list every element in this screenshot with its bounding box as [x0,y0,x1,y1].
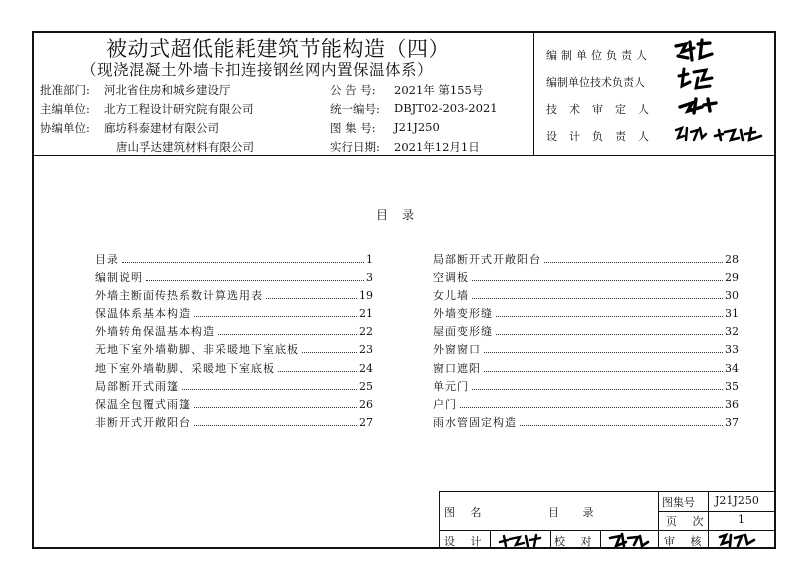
toc-item[interactable] [433,360,739,378]
toc-item[interactable] [95,251,373,269]
toc-leader [194,316,357,317]
signature-tech-head [676,66,718,92]
title-block-rule [658,492,659,549]
toc-leader [472,280,723,281]
signature-check [608,532,652,548]
toc-item-title: 编制说明 [95,271,143,285]
title-block-rule [600,530,601,549]
toc-item-title: 非断开式开敞阳台 [95,415,191,429]
page-value: 1 [738,513,745,526]
toc-item-page: 35 [725,379,739,393]
sign-row-tech-review: 技术审定人 [546,103,661,116]
toc-leader [544,262,723,263]
toc-item-page: 30 [725,289,739,303]
toc-item-page: 29 [725,271,739,285]
toc-leader [146,280,364,281]
toc-leader [182,389,357,390]
notice-label: 公 告 号: [330,83,376,97]
toc-leader [266,298,357,299]
toc-item[interactable] [95,269,373,287]
toc-item-page: 27 [359,415,373,429]
signature-tech-review [678,95,718,115]
toc-item-title: 地下室外墙勒脚、采暖地下室底板 [95,361,275,375]
toc-item-title: 局部断开式雨篷 [95,379,179,393]
toc-item-title: 屋面变形缝 [433,325,493,339]
toc-item-page: 19 [359,289,373,303]
toc-item-page: 22 [359,325,373,339]
signature-design-head-2 [713,124,765,144]
sign-row-unit-head: 编制单位负责人 [546,49,651,62]
toc-leader [194,425,357,426]
unified-value: DBJT02-203-2021 [394,101,498,115]
toc-item[interactable] [95,323,373,341]
toc-item[interactable] [433,378,739,396]
signature-review [718,532,758,548]
toc-item-page: 1 [366,253,373,266]
toc-item-title: 窗口遮阳 [433,361,481,375]
unified-label: 统一编号: [330,102,380,116]
toc-leader [460,407,723,408]
toc-item[interactable] [95,414,373,432]
toc-item-title: 单元门 [433,379,469,393]
title-block-rule [490,530,491,549]
toc-leader [496,316,723,317]
toc-item[interactable] [433,414,739,432]
toc-item[interactable] [433,287,739,305]
toc-leader [484,352,723,353]
atlas-no-value: J21J250 [715,494,759,507]
toc-item-title: 女儿墙 [433,289,469,303]
toc-item-page: 32 [725,325,739,339]
toc-item-title: 外窗窗口 [433,343,481,357]
toc-right-column [433,251,739,432]
co-editor-value-2: 唐山孚达建筑材料有限公司 [116,140,254,154]
toc-item-page: 34 [725,361,739,375]
title-block [439,491,776,549]
editor-value: 北方工程设计研究院有限公司 [104,102,254,116]
toc-item-page: 23 [359,343,373,357]
toc-item[interactable] [95,378,373,396]
toc-item-page: 33 [725,343,739,357]
toc-item-page: 36 [725,397,739,411]
check-label: 校 对 [554,535,598,548]
toc-item[interactable] [433,323,739,341]
toc-leader [496,334,723,335]
toc-item-page: 37 [725,415,739,429]
toc-leader [484,371,723,372]
toc-item-title: 目录 [95,253,119,266]
document-title: 被动式超低能耗建筑节能构造（四） [106,37,450,61]
header-divider [32,155,776,156]
toc-item-title: 外墙变形缝 [433,307,493,321]
toc-leader [472,298,723,299]
signature-unit-head [672,38,716,64]
toc-item-title: 空调板 [433,271,469,285]
toc-item-title: 外墙主断面传热系数计算选用表 [95,289,263,303]
toc-leader [302,352,357,353]
approval-value: 河北省住房和城乡建设厅 [104,83,231,97]
toc-item-page: 31 [725,307,739,321]
co-editor-value-1: 廊坊科泰建材有限公司 [104,121,219,135]
toc-leader [122,262,364,263]
document-subtitle: （现浇混凝土外墙卡扣连接钢丝网内置保温体系） [81,61,434,79]
toc-item-page: 26 [359,397,373,411]
toc-item-title: 户门 [433,397,457,411]
signature-design-head-1 [674,124,708,144]
toc-item[interactable] [433,396,739,414]
toc-item[interactable] [433,269,739,287]
toc-leader [278,371,357,372]
date-label: 实行日期: [330,140,380,154]
atlas-no-label: 图集号 [662,496,695,509]
toc-leader [194,407,357,408]
atlas-label: 图 集 号: [330,121,376,135]
toc-item[interactable] [95,341,373,359]
toc-item[interactable] [95,305,373,323]
toc-item-title: 雨水管固定构造 [433,415,517,429]
toc-item[interactable] [95,360,373,378]
design-label: 设 计 [444,535,488,548]
toc-leader [520,425,723,426]
review-label: 审 核 [664,535,708,548]
editor-label: 主编单位: [40,102,90,116]
toc-item[interactable] [433,251,739,269]
toc-item[interactable] [95,396,373,414]
toc-item-page: 21 [359,307,373,321]
date-value: 2021年12月1日 [394,140,480,154]
toc-item-title: 外墙转角保温基本构造 [95,325,215,339]
sign-row-design-head: 设计负责人 [546,130,661,143]
title-block-rule [658,511,776,512]
toc-item-page: 25 [359,379,373,393]
toc-item-title: 保温全包覆式雨篷 [95,397,191,411]
drawing-name-value: 目 录 [548,506,604,519]
toc-leader [472,389,723,390]
toc-item-title: 无地下室外墙勒脚、非采暖地下室底板 [95,343,299,357]
toc-item-page: 24 [359,361,373,375]
toc-leader [218,334,357,335]
sign-row-tech-head: 编制单位技术负责人 [546,76,645,89]
atlas-value: J21J250 [394,120,440,134]
notice-value: 2021年 第155号 [394,83,484,97]
toc-item-page: 28 [725,253,739,266]
title-block-rule [550,530,551,549]
toc-item-page: 3 [366,271,373,285]
co-editor-label: 协编单位: [40,121,90,135]
toc-item-title: 保温体系基本构造 [95,307,191,321]
toc-item-title: 局部断开式开敞阳台 [433,253,541,266]
toc-left-column [95,251,373,432]
signature-design [498,532,544,548]
toc-item[interactable] [95,287,373,305]
page-label: 页 次 [666,515,710,528]
toc-item[interactable] [433,341,739,359]
toc-heading: 目录 [376,208,429,222]
sign-block-divider [533,31,534,156]
toc-item[interactable] [433,305,739,323]
approval-label: 批准部门: [40,83,90,97]
drawing-name-label: 图 名 [444,506,488,519]
